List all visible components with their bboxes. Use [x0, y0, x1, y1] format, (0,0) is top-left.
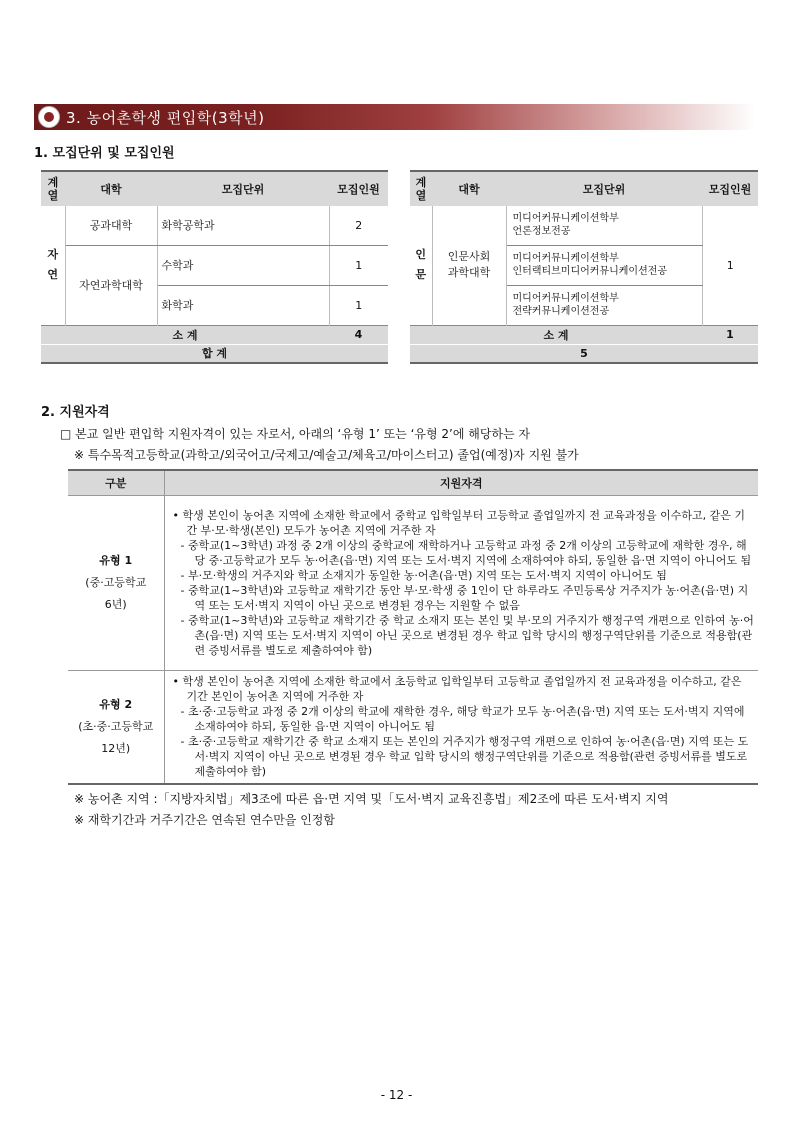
recruit-table-right: [410, 170, 758, 364]
type1-line: - 부·모·학생의 거주지와 학교 소재지가 동일한 농·어촌(읍·면) 지역 또는 도서·벽지 지역이 아니어도 됨: [180, 568, 667, 582]
type1-sub2: 6년): [104, 598, 127, 611]
college-cell: 자연과학대학: [65, 245, 157, 325]
unit-cell: 미디어커뮤니케이션학부 전략커뮤니케이션전공: [506, 285, 702, 325]
college-cell: 공과대학: [65, 206, 157, 245]
unit-cell: 화학공학과: [157, 206, 329, 245]
note-continuous-years: ※ 재학기간과 거주기간은 연속된 연수만을 인정함: [74, 813, 335, 827]
col-track: 계열: [410, 171, 432, 206]
type1-content: [164, 496, 758, 671]
section-banner: [34, 104, 756, 130]
col-type: 구분: [68, 470, 164, 496]
type2-title: 유형 2: [99, 697, 133, 711]
count-cell: 1: [355, 298, 363, 312]
track-cell: 인문: [410, 206, 432, 325]
total-value: 5: [410, 344, 758, 363]
recruit-table-left: [41, 170, 388, 364]
subtotal-value: 1: [702, 325, 758, 344]
note-rural-area: ※ 농어촌 지역 :「지방자치법」제3조에 따른 읍·면 지역 및「도서·벽지 교육진흥법」제2조에 따른 도서·벽지 지역: [74, 792, 669, 806]
unit-cell: 화학과: [157, 285, 329, 325]
type1-label: [68, 496, 164, 671]
type2-line: - 초·중·고등학교 재학기간 중 학교 소재지 또는 본인의 거주지가 행정구역 개편으로 인하여 농·어촌(읍·면) 지역 또는 도서·벽지 지역이 아닌 곳으로 변경된 경우 학교 입학 당시의 행정구역단위를 기준으로 적용함(관련 증빙서류를 별도로 제출하여야 함): [180, 734, 749, 778]
university-logo-icon: [38, 106, 60, 128]
page-number: - 12 -: [380, 1088, 413, 1102]
type1-line: - 중학교(1~3학년)와 고등학교 재학기간 중 학교 소재지 또는 본인 및 부·모의 거주지가 행정구역 개편으로 인하여 농·어촌(읍·면) 지역 또는 도서·벽지 지역이 아닌 곳으로 변경된 경우 학교 입학 당시의 행정구역단위를 기준으로 적용함(관련 증빙서류를 별도로 제출하여야 함): [180, 613, 754, 657]
type1-line: - 중학교(1~3학년) 과정 중 2개 이상의 중학교에 재학하거나 고등학교 과정 중 2개 이상의 고등학교에 재학한 경우, 해당 중·고등학교가 모두 농·어촌(읍·면) 지역 또는 도서·벽지 지역에 소재하여야 하되, 동일한 읍·면 지역이 아니어도 됨: [180, 538, 752, 567]
eligibility-exclusion: ※ 특수목적고등학교(과학고/외국어고/국제고/예술고/체육고/마이스터고) 졸업(예정)자 지원 불가: [74, 448, 579, 462]
total-label: 합 계: [41, 344, 388, 363]
section2-heading: 2. 지원자격: [41, 405, 110, 420]
eligibility-table: [68, 469, 758, 785]
section1-heading: 1. 모집단위 및 모집인원: [34, 146, 175, 161]
type2-sub1: (초·중·고등학교: [78, 719, 154, 733]
col-eligibility: 지원자격: [164, 470, 758, 496]
col-unit: 모집단위: [506, 171, 702, 206]
col-unit: 모집단위: [157, 171, 329, 206]
count-cell: 1: [329, 245, 388, 285]
eligibility-intro: □ 본교 일반 편입학 지원자격이 있는 자로서, 아래의 ‘유형 1’ 또는 ‘유형 2’에 해당하는 자: [60, 427, 531, 441]
type2-sub2: 12년): [101, 741, 131, 755]
col-count: 모집인원: [329, 171, 388, 206]
unit-cell: 미디어커뮤니케이션학부 인터랙티브미디어커뮤니케이션전공: [506, 245, 702, 285]
subtotal-value: 4: [329, 325, 388, 344]
type2-line: - 초·중·고등학교 과정 중 2개 이상의 학교에 재학한 경우, 해당 학교가 모두 농·어촌(읍·면) 지역 또는 도서·벽지 지역에 소재하여야 하되, 동일한 읍·면 지역이 아니어도 됨: [180, 704, 745, 733]
unit-cell: 미디어커뮤니케이션학부 언론정보전공: [506, 206, 702, 245]
subtotal-label: 소 계: [410, 325, 702, 344]
college-cell: 인문사회과학대학: [432, 206, 506, 325]
col-college: 대학: [432, 171, 506, 206]
type1-line: - 중학교(1~3학년)와 고등학교 재학기간 동안 부·모·학생 중 1인이 단 하루라도 주민등록상 거주지가 농·어촌(읍·면) 지역 또는 도서·벽지 지역이 아닌 곳으로 변경된 경우는 지원할 수 없음: [180, 583, 749, 612]
subtotal-label: 소 계: [41, 325, 329, 344]
unit-cell: 수학과: [157, 245, 329, 285]
type2-content: [164, 671, 758, 784]
type2-line: • 학생 본인이 농어촌 지역에 소재한 학교에서 초등학교 입학일부터 고등학교 졸업일까지 전 교육과정을 이수하고, 같은 기간 본인이 농어촌 지역에 거주한 자: [172, 674, 742, 703]
col-college: 대학: [65, 171, 157, 206]
col-track: 계열: [41, 171, 65, 206]
track-cell: 자연: [41, 206, 65, 325]
type1-line: • 학생 본인이 농어촌 지역에 소재한 학교에서 중학교 입학일부터 고등학교 졸업일까지 전 교육과정을 이수하고, 같은 기간 부·모·학생(본인) 모두가 농어촌 지역에 거주한 자: [172, 508, 745, 537]
count-cell: 1: [726, 258, 734, 272]
count-cell: 2: [329, 206, 388, 245]
type2-label: [68, 671, 164, 784]
col-count: 모집인원: [702, 171, 758, 206]
type1-title: 유형 1: [99, 554, 133, 567]
banner-title: 3. 농어촌학생 편입학(3학년): [66, 109, 265, 127]
type1-sub1: (중·고등학교: [85, 576, 147, 589]
